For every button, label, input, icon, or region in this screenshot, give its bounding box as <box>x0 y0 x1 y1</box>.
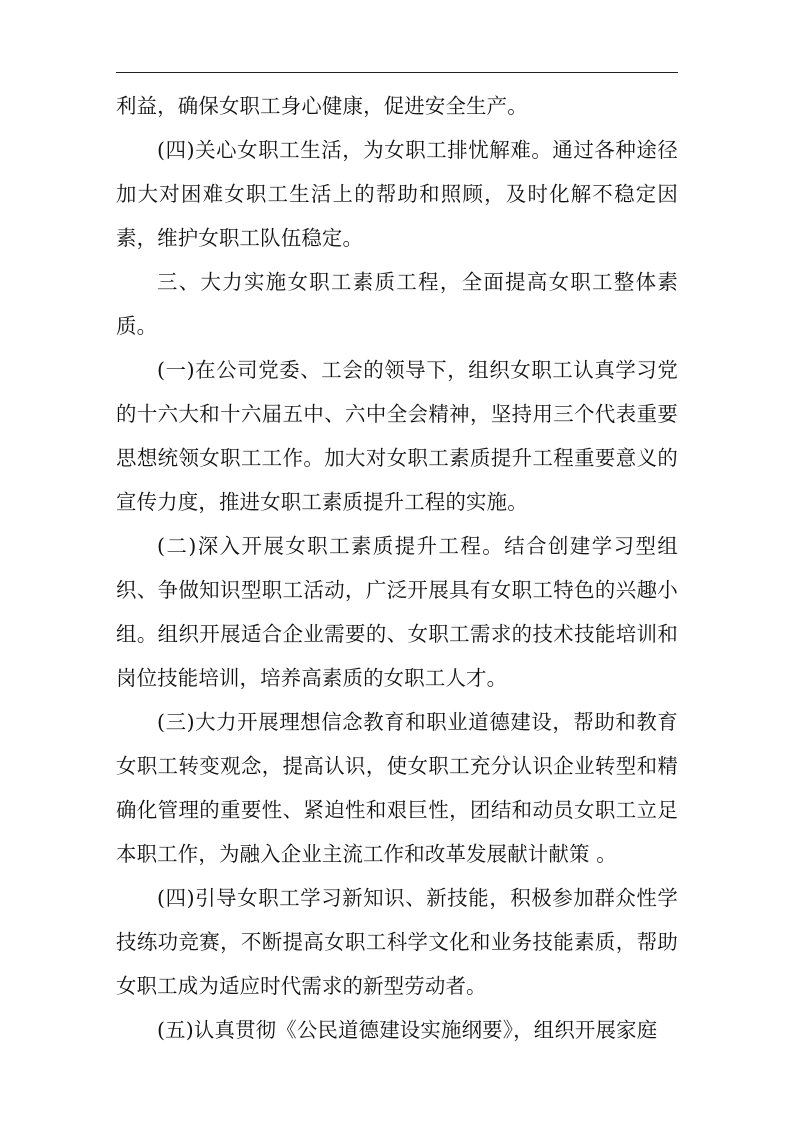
paragraph-item-4: (四)引导女职工学习新知识、新技能，积极参加群众性学技练功竞赛，不断提高女职工科学文化和业务技能素质，帮助女职工成为适应时代需求的新型劳动者。 <box>116 886 678 998</box>
header-rule <box>116 72 678 73</box>
paragraph-item-1: (一)在公司党委、工会的领导下，组织女职工认真学习党的十六大和十六届五中、六中全会精神，坚持用三个代表重要思想统领女职工工作。加大对女职工素质提升工程重要意义的宣传力度，推进女职工素质提升工程的实施。 <box>116 358 678 514</box>
section-heading-quality-project: 三、大力实施女职工素质工程，全面提高女职工整体素质。 <box>116 270 678 338</box>
document-body <box>116 84 678 1052</box>
paragraph-item-3: (三)大力开展理想信念教育和职业道德建设，帮助和教育女职工转变观念，提高认识，使女职工充分认识企业转型和精确化管理的重要性、紧迫性和艰巨性，团结和动员女职工立足本职工作，为融入企业主流工作和改革发展献计献策 。 <box>116 710 678 866</box>
paragraph-continuation: 利益，确保女职工身心健康，促进安全生产。 <box>116 94 528 118</box>
paragraph-care-for-life: (四)关心女职工生活，为女职工排忧解难。通过各种途径加大对困难女职工生活上的帮助和照顾，及时化解不稳定因素，维护女职工队伍稳定。 <box>116 138 678 250</box>
paragraph-item-2: (二)深入开展女职工素质提升工程。结合创建学习型组织、争做知识型职工活动，广泛开展具有女职工特色的兴趣小组。组织开展适合企业需要的、女职工需求的技术技能培训和岗位技能培训，培养高素质的女职工人才。 <box>116 534 678 690</box>
paragraph-item-5: (五)认真贯彻《公民道德建设实施纲要》，组织开展家庭 <box>157 1018 658 1042</box>
